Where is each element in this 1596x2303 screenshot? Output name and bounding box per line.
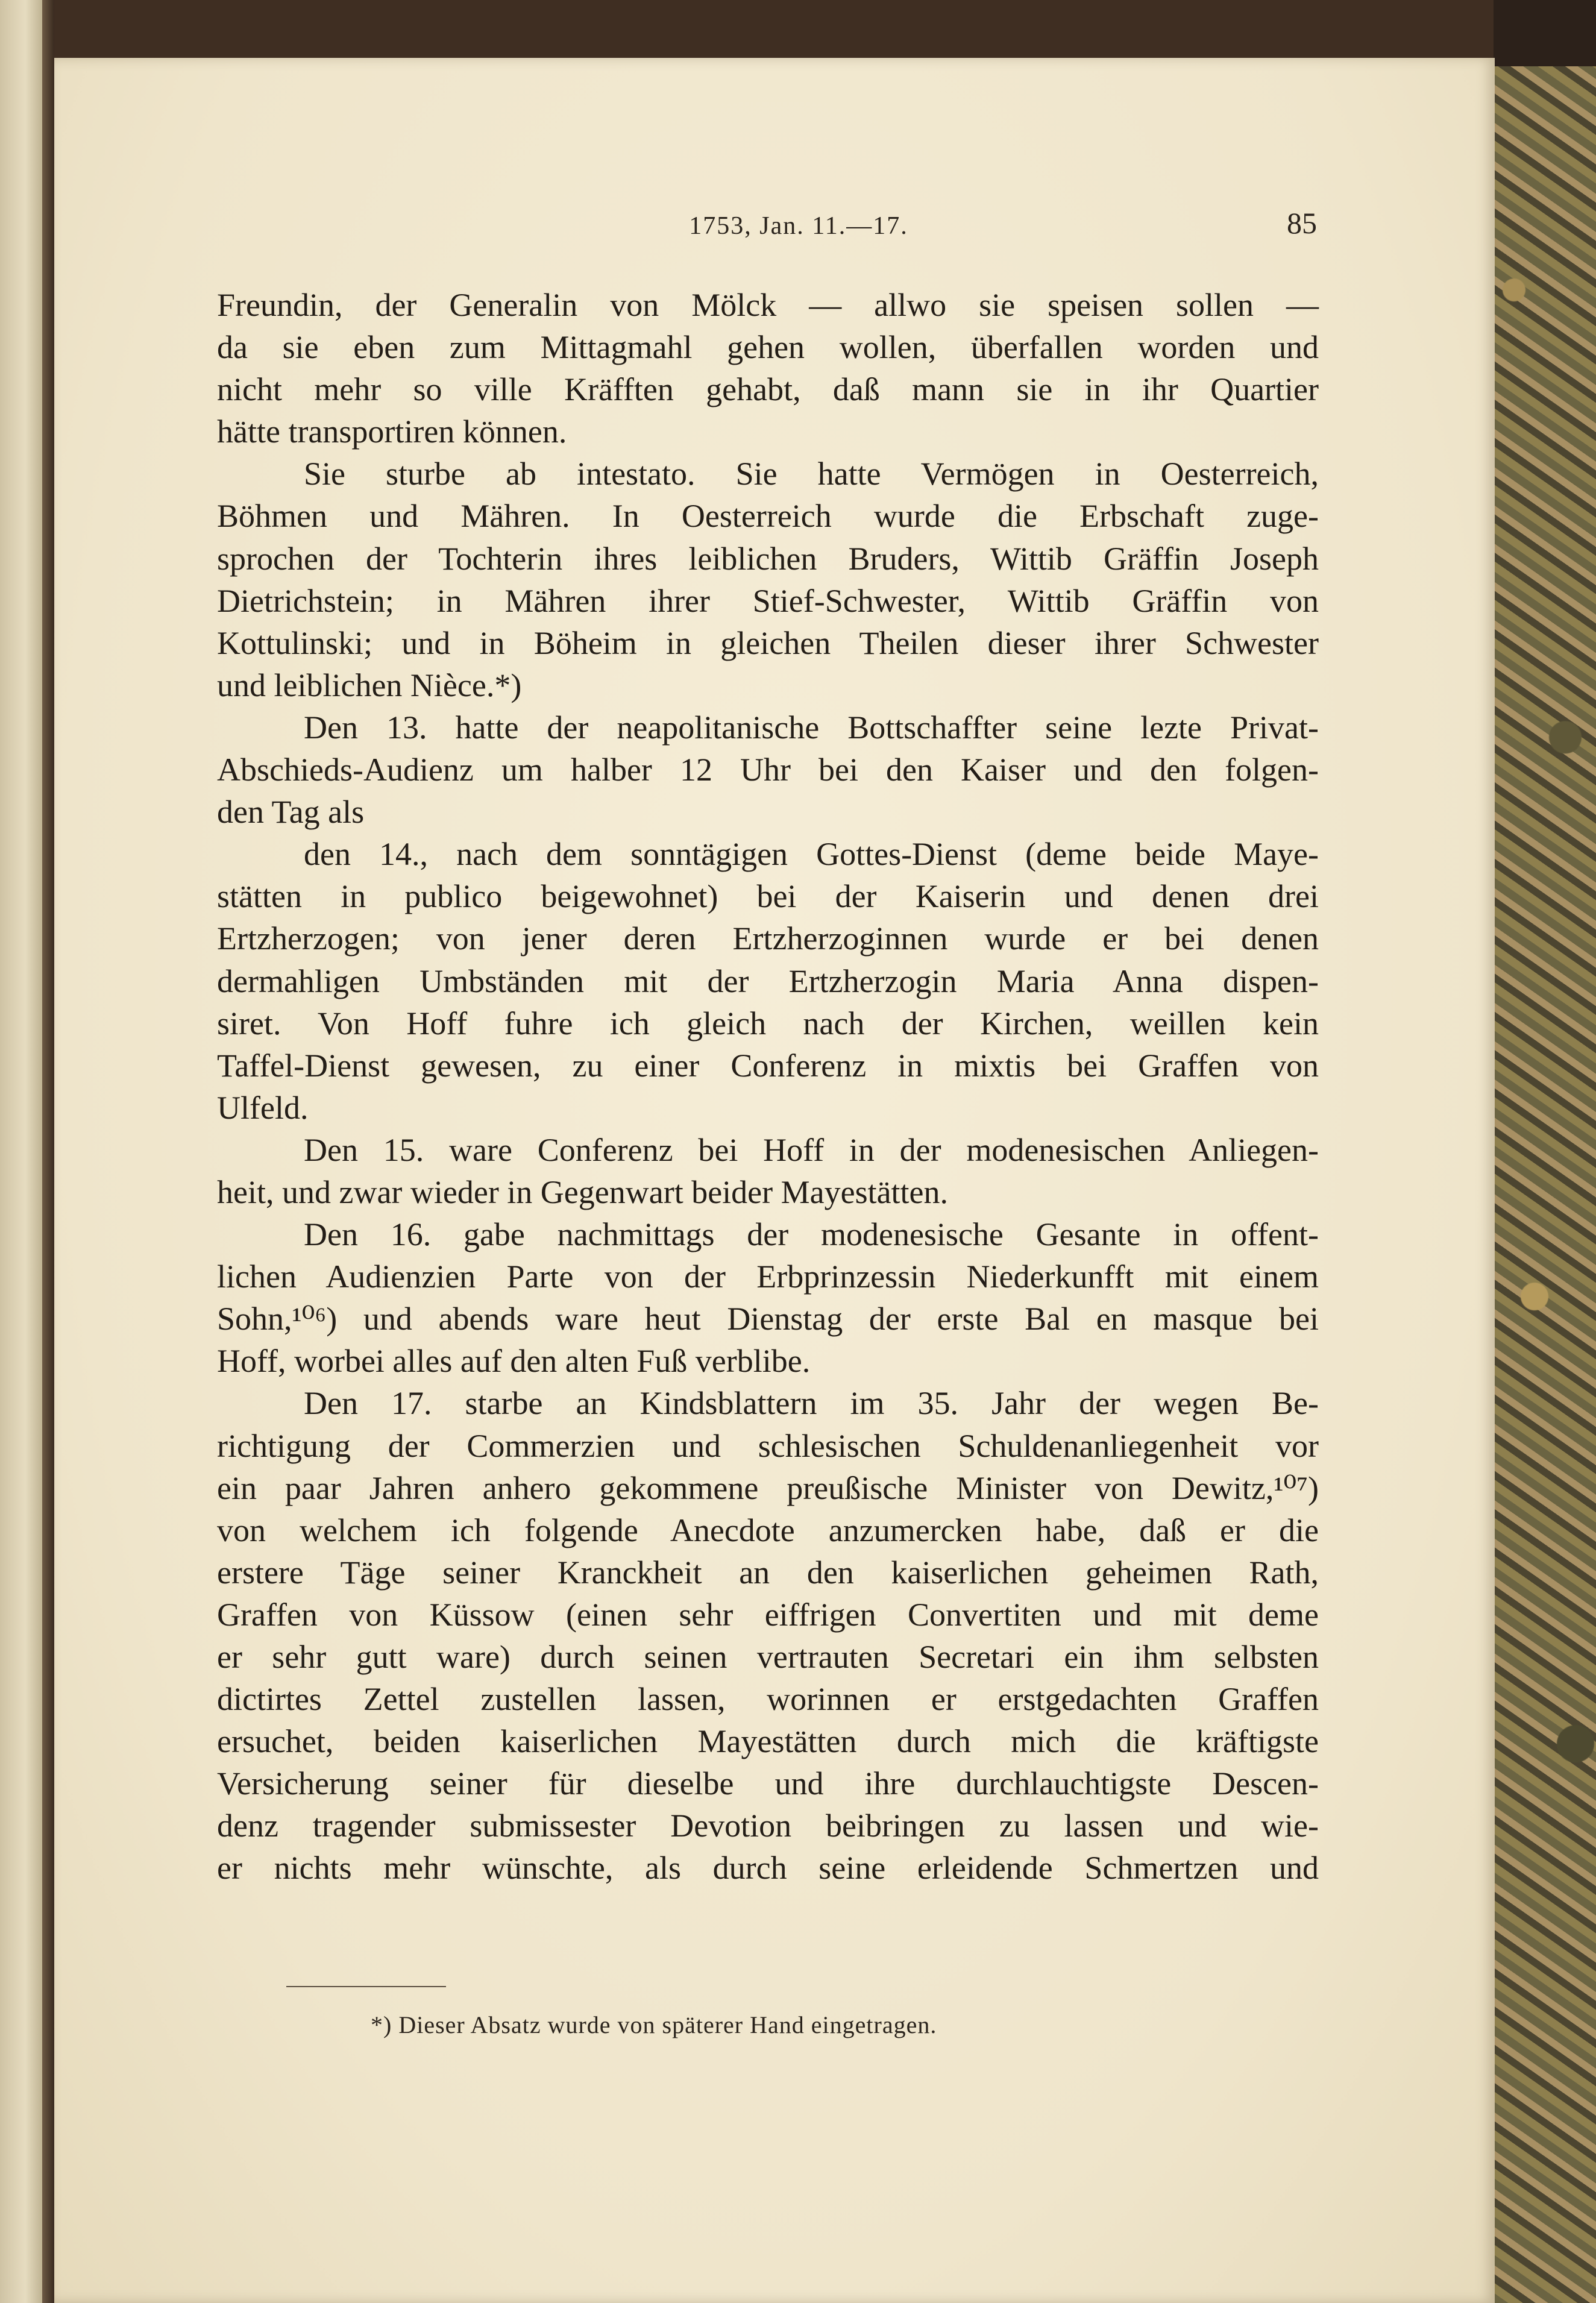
text-line: Böhmen und Mähren. In Oesterreich wurde die Erbschaft zuge- [217, 498, 1319, 535]
marbled-page-edge [1494, 66, 1596, 2303]
text-line: Sohn,¹⁰⁶) und abends ware heut Dienstag der erste Bal en masque bei [217, 1301, 1319, 1337]
text-line: stätten in publico beigewohnet) bei der Kaiserin und denen drei [217, 878, 1319, 915]
text-line: Den 17. starbe an Kindsblattern im 35. Jahr der wegen Be- [304, 1385, 1319, 1422]
text-line: sprochen der Tochterin ihres leiblichen Bruders, Wittib Gräffin Joseph [217, 540, 1319, 577]
text-line: dictirtes Zettel zustellen lassen, worinnen er erstgedachten Graffen [217, 1681, 1319, 1718]
text-line: richtigung der Commerzien und schlesischen Schuldenanliegenheit vor [217, 1427, 1319, 1464]
text-line: nicht mehr so ville Kräfften gehabt, daß mann sie in ihr Quartier [217, 371, 1319, 408]
running-head: 1753, Jan. 11.—17. [689, 212, 908, 240]
text-line: Versicherung seiner für dieselbe und ihre durchlauchtigste Descen- [217, 1765, 1319, 1802]
text-line: Abschieds-Audienz um halber 12 Uhr bei den Kaiser und den folgen- [217, 752, 1319, 788]
text-line: den Tag als [217, 794, 365, 831]
text-line: Den 16. gabe nachmittags der modenesische Gesante in offent- [304, 1216, 1319, 1253]
text-line: ersuchet, beiden kaiserlichen Mayestätten durch mich die kräftigste [217, 1723, 1319, 1760]
text-line: Sie sturbe ab intestato. Sie hatte Vermögen in Oesterreich, [304, 456, 1319, 492]
footnote: *) Dieser Absatz wurde von späterer Hand eingetragen. [371, 2011, 937, 2038]
facing-page-edge [0, 0, 42, 2303]
book-page [54, 58, 1495, 2303]
footnote-rule [286, 1986, 446, 1987]
text-line: ein paar Jahren anhero gekommene preußische Minister von Dewitz,¹⁰⁷) [217, 1469, 1319, 1506]
text-line: den 14., nach dem sonntägigen Gottes-Dienst (deme beide Maye- [304, 836, 1319, 873]
text-line: lichen Audienzien Parte von der Erbprinzessin Niederkunfft mit einem [217, 1258, 1319, 1295]
text-line: Freundin, der Generalin von Mölck — allwo sie speisen sollen — [217, 287, 1319, 323]
text-line: Kottulinski; und in Böheim in gleichen Theilen dieser ihrer Schwester [217, 624, 1319, 661]
text-line: Den 15. ware Conferenz bei Hoff in der modenesischen Anliegen- [304, 1131, 1319, 1168]
book-gutter [42, 0, 54, 2303]
text-line: dermahligen Umbständen mit der Ertzherzogin Maria Anna dispen- [217, 963, 1319, 999]
text-line: Dietrichstein; in Mähren ihrer Stief-Schwester, Wittib Gräffin von [217, 582, 1319, 619]
page-number: 85 [1287, 206, 1317, 240]
text-line: Taffel-Dienst gewesen, zu einer Conferenz in mixtis bei Graffen von [217, 1047, 1319, 1084]
text-line: hätte transportiren können. [217, 413, 567, 450]
text-line: Ulfeld. [217, 1089, 309, 1126]
book-edge-top [1494, 0, 1596, 66]
text-line: Den 13. hatte der neapolitanische Bottschaffter seine lezte Privat- [304, 709, 1319, 746]
text-line: siret. Von Hoff fuhre ich gleich nach der Kirchen, weillen kein [217, 1005, 1319, 1042]
text-line: und leiblichen Nièce.*) [217, 667, 522, 703]
text-line: er nichts mehr wünschte, als durch seine erleidende Schmertzen und [217, 1850, 1319, 1887]
body-text [217, 284, 1319, 1890]
text-line: denz tragender submissester Devotion beibringen zu lassen und wie- [217, 1808, 1319, 1844]
text-line: erstere Täge seiner Kranckheit an den kaiserlichen geheimen Rath, [217, 1554, 1319, 1591]
text-line: er sehr gutt ware) durch seinen vertrauten Secretari ein ihm selbsten [217, 1639, 1319, 1675]
text-line: von welchem ich folgende Anecdote anzumercken habe, daß er die [217, 1512, 1319, 1548]
text-line: Ertzherzogen; von jener deren Ertzherzoginnen wurde er bei denen [217, 920, 1319, 957]
text-line: Hoff, worbei alles auf den alten Fuß verblibe. [217, 1343, 811, 1380]
text-line: da sie eben zum Mittagmahl gehen wollen, überfallen worden und [217, 329, 1319, 366]
text-line: Graffen von Küssow (einen sehr eiffrigen Convertiten und mit deme [217, 1596, 1319, 1633]
text-line: heit, und zwar wieder in Gegenwart beider Mayestätten. [217, 1173, 949, 1210]
